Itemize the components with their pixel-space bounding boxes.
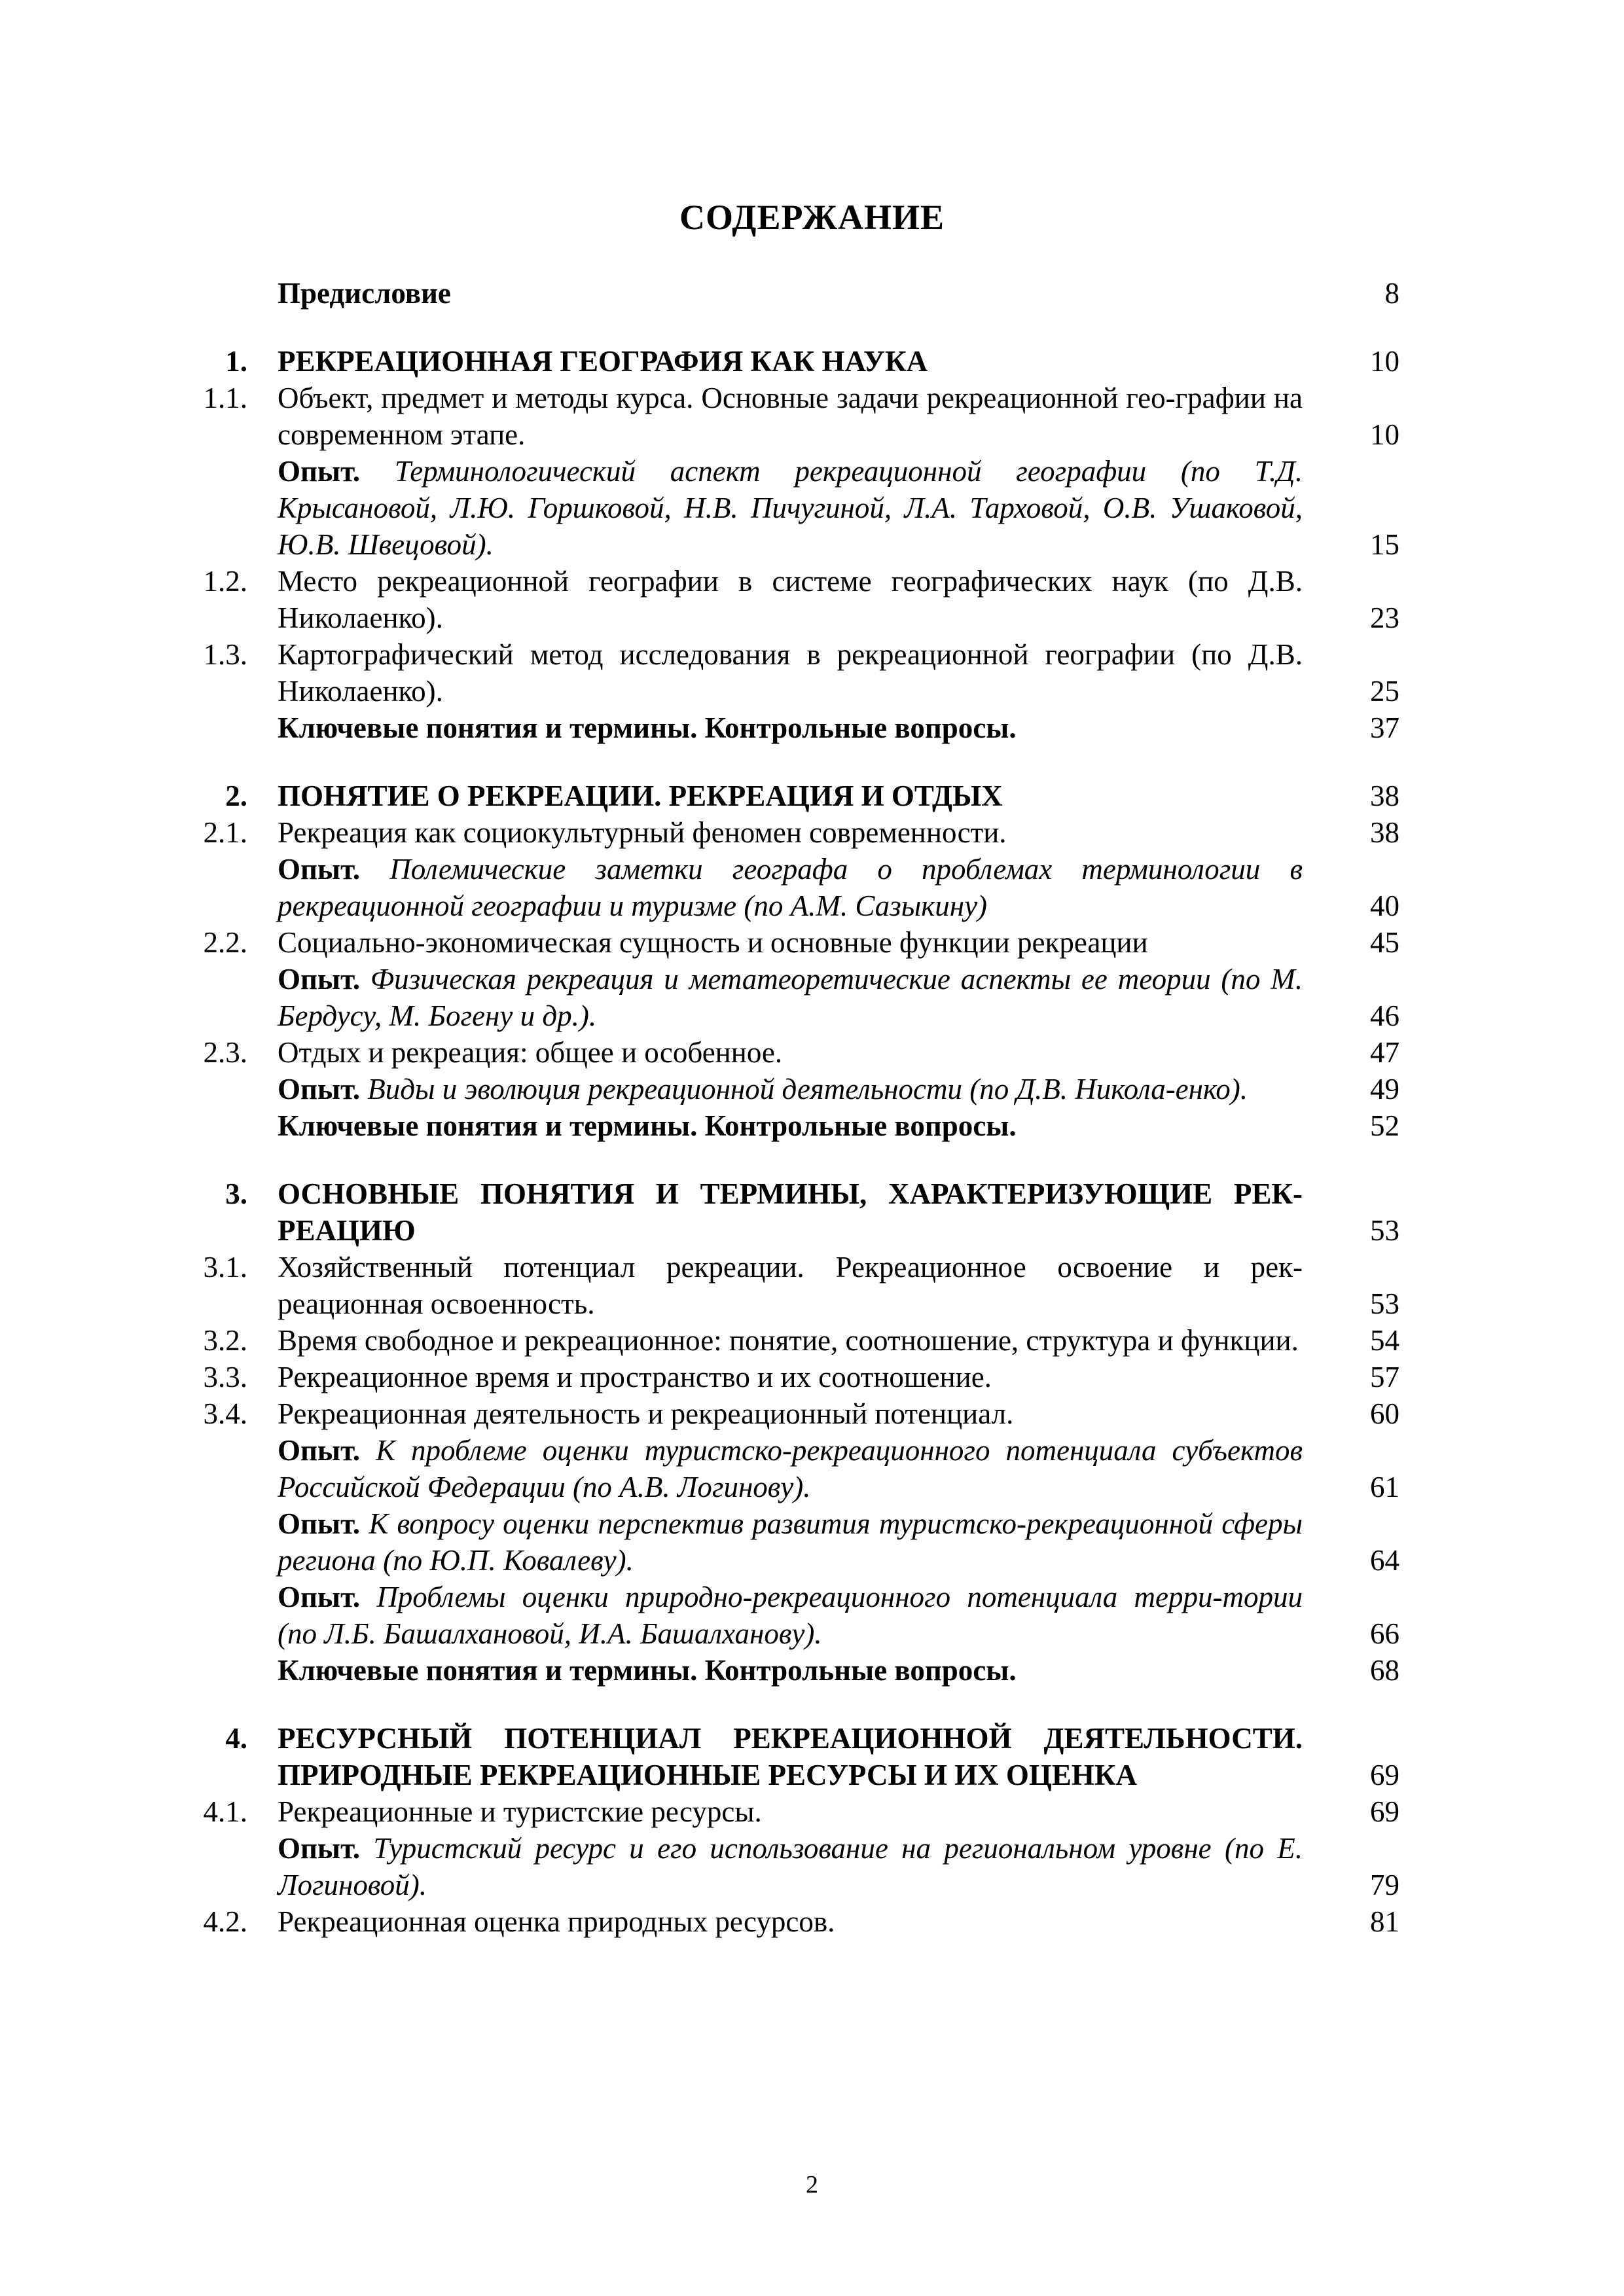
toc-entry-text xyxy=(278,961,1303,1034)
toc-entry-number: 1.1. xyxy=(203,382,247,414)
toc-entry-text: Ключевые понятия и термины. Контрольные вопросы. xyxy=(278,1654,1017,1687)
toc-opyt-entry[interactable] xyxy=(0,1505,1624,1579)
toc-section-2-3[interactable] xyxy=(0,1034,1624,1071)
toc-opyt-entry[interactable] xyxy=(0,961,1624,1034)
toc-entry-text xyxy=(278,453,1303,563)
toc-entry-text: Рекреационное время и пространство и их соотношение. xyxy=(278,1361,992,1393)
toc-section-3-4[interactable] xyxy=(0,1395,1624,1432)
toc-entry-page: 61 xyxy=(1370,1471,1399,1503)
toc-entry-page: 23 xyxy=(1370,601,1399,634)
toc-entry-text: Картографический метод исследования в рекреационной географии (по Д.В. Николаенко). xyxy=(278,638,1303,708)
toc-section-1-3[interactable] xyxy=(0,636,1624,709)
toc-section-4-2[interactable] xyxy=(0,1903,1624,1940)
opyt-text: Проблемы оценки природно-рекреационного потенциала терри-тории (по Л.Б. Башалхановой, И.А. Башалханову). xyxy=(278,1581,1303,1650)
toc-entry-number: 4.2. xyxy=(203,1905,247,1938)
toc-entry-preface[interactable] xyxy=(0,275,1624,312)
opyt-text: Полемические заметки географа о проблемах терминологии в рекреационной географии и туризме (по А.М. Сазыкину) xyxy=(278,853,1303,922)
toc-key-terms[interactable] xyxy=(0,1652,1624,1689)
toc-entry-text: Хозяйственный потенциал рекреации. Рекреационное освоение и рек-реационная освоенность. xyxy=(278,1251,1303,1320)
opyt-label: Опыт. xyxy=(278,455,361,488)
toc-entry-page: 40 xyxy=(1370,889,1399,922)
toc-entry-number: 3. xyxy=(225,1177,247,1210)
toc-entry-text: Ключевые понятия и термины. Контрольные вопросы. xyxy=(278,1109,1017,1142)
toc-opyt-entry[interactable] xyxy=(0,1432,1624,1505)
toc-section-2-2[interactable] xyxy=(0,924,1624,961)
toc-entry-text: Рекреация как социокультурный феномен современности. xyxy=(278,816,1007,849)
toc-entry-page: 54 xyxy=(1370,1324,1399,1357)
toc-section-2-1[interactable] xyxy=(0,814,1624,851)
toc-entry-page: 68 xyxy=(1370,1654,1399,1687)
page-title: СОДЕРЖАНИЕ xyxy=(679,198,945,237)
toc-entry-text: ПОНЯТИЕ О РЕКРЕАЦИИ. РЕКРЕАЦИЯ И ОТДЫХ xyxy=(278,780,1003,812)
toc-key-terms[interactable] xyxy=(0,1107,1624,1144)
toc-entry-page: 69 xyxy=(1370,1795,1399,1828)
toc-chapter-1[interactable] xyxy=(0,343,1624,380)
toc-entry-text: ОСНОВНЫЕ ПОНЯТИЯ И ТЕРМИНЫ, ХАРАКТЕРИЗУЮЩИЕ РЕК-РЕАЦИЮ xyxy=(278,1177,1303,1247)
opyt-text: Терминологический аспект рекреационной географии (по Т.Д. Крысановой, Л.Ю. Горшковой, Н.В. Пичугиной, Л.А. Тарховой, О.В. Ушаковой, Ю.В. Швецовой). xyxy=(278,455,1303,561)
table-of-contents xyxy=(0,275,1624,1940)
toc-entry-page: 57 xyxy=(1370,1361,1399,1393)
opyt-label: Опыт. xyxy=(278,963,361,996)
toc-chapter-2[interactable] xyxy=(0,778,1624,814)
opyt-label: Опыт. xyxy=(278,1073,361,1105)
toc-entry-number: 3.2. xyxy=(203,1324,247,1357)
toc-entry-page: 38 xyxy=(1370,816,1399,849)
toc-entry-text xyxy=(278,1505,1303,1579)
toc-entry-number: 3.3. xyxy=(203,1361,247,1393)
toc-entry-number: 2. xyxy=(225,780,247,812)
toc-chapter-4[interactable] xyxy=(0,1720,1624,1793)
toc-entry-page: 25 xyxy=(1370,675,1399,708)
opyt-text: К вопросу оценки перспектив развития туристско-рекреационной сферы региона (по Ю.П. Ковалеву). xyxy=(278,1507,1303,1577)
toc-entry-page: 64 xyxy=(1370,1544,1399,1577)
toc-entry-text: Место рекреационной географии в системе географических наук (по Д.В. Николаенко). xyxy=(278,565,1303,634)
toc-entry-text: Объект, предмет и методы курса. Основные задачи рекреационной гео-графии на современном этапе. xyxy=(278,382,1303,451)
toc-entry-number: 3.1. xyxy=(203,1251,247,1283)
toc-entry-number: 4. xyxy=(225,1722,247,1755)
toc-entry-number: 2.3. xyxy=(203,1036,247,1069)
toc-section-1-2[interactable] xyxy=(0,563,1624,636)
toc-entry-text: Ключевые понятия и термины. Контрольные вопросы. xyxy=(278,711,1017,744)
toc-opyt-entry[interactable] xyxy=(0,1830,1624,1903)
toc-entry-text: Социально-экономическая сущность и основные функции рекреации xyxy=(278,926,1148,959)
toc-entry-page: 10 xyxy=(1370,345,1399,378)
toc-entry-page: 49 xyxy=(1370,1073,1399,1105)
toc-entry-page: 60 xyxy=(1370,1397,1399,1430)
toc-entry-text: Предисловие xyxy=(278,277,451,310)
opyt-label: Опыт. xyxy=(278,853,361,886)
toc-entry-text xyxy=(278,1071,1303,1107)
toc-entry-page: 38 xyxy=(1370,780,1399,812)
opyt-label: Опыт. xyxy=(278,1832,361,1865)
toc-opyt-entry[interactable] xyxy=(0,1071,1624,1107)
toc-entry-page: 8 xyxy=(1384,277,1399,310)
toc-section-4-1[interactable] xyxy=(0,1793,1624,1830)
toc-entry-number: 2.1. xyxy=(203,816,247,849)
toc-entry-text xyxy=(278,1830,1303,1903)
toc-section-3-3[interactable] xyxy=(0,1359,1624,1395)
toc-entry-page: 53 xyxy=(1370,1287,1399,1320)
toc-entry-number: 3.4. xyxy=(203,1397,247,1430)
toc-section-3-1[interactable] xyxy=(0,1249,1624,1322)
toc-key-terms[interactable] xyxy=(0,709,1624,746)
toc-entry-page: 52 xyxy=(1370,1109,1399,1142)
opyt-label: Опыт. xyxy=(278,1507,361,1540)
toc-entry-page: 10 xyxy=(1370,418,1399,451)
opyt-label: Опыт. xyxy=(278,1581,361,1613)
toc-entry-page: 47 xyxy=(1370,1036,1399,1069)
toc-entry-page: 37 xyxy=(1370,711,1399,744)
toc-entry-page: 15 xyxy=(1370,528,1399,561)
toc-entry-page: 53 xyxy=(1370,1214,1399,1247)
toc-entry-text: Рекреационная деятельность и рекреационный потенциал. xyxy=(278,1397,1014,1430)
opyt-label: Опыт. xyxy=(278,1434,361,1467)
toc-entry-page: 66 xyxy=(1370,1617,1399,1650)
page-number: 2 xyxy=(806,2171,818,2198)
toc-section-1-1[interactable] xyxy=(0,380,1624,453)
opyt-text: К проблеме оценки туристско-рекреационного потенциала субъектов Российской Федерации (по А.В. Логинову). xyxy=(278,1434,1303,1503)
toc-entry-page: 45 xyxy=(1370,926,1399,959)
toc-entry-text xyxy=(278,1432,1303,1505)
toc-opyt-entry[interactable] xyxy=(0,1579,1624,1652)
opyt-text: Туристский ресурс и его использование на региональном уровне (по Е. Логиновой). xyxy=(278,1832,1303,1901)
toc-entry-text: РЕКРЕАЦИОННАЯ ГЕОГРАФИЯ КАК НАУКА xyxy=(278,345,928,378)
toc-section-3-2[interactable] xyxy=(0,1322,1624,1359)
toc-entry-text: РЕСУРСНЫЙ ПОТЕНЦИАЛ РЕКРЕАЦИОННОЙ ДЕЯТЕЛЬНОСТИ. ПРИРОДНЫЕ РЕКРЕАЦИОННЫЕ РЕСУРСЫ И ИХ ОЦЕНКА xyxy=(278,1722,1303,1791)
toc-entry-number: 1.2. xyxy=(203,565,247,598)
toc-chapter-3[interactable] xyxy=(0,1175,1624,1249)
opyt-text: Виды и эволюция рекреационной деятельности (по Д.В. Никола-енко). xyxy=(367,1073,1248,1105)
toc-opyt-entry[interactable] xyxy=(0,453,1624,563)
toc-entry-text xyxy=(278,851,1303,924)
toc-entry-text: Время свободное и рекреационное: понятие, соотношение, структура и функции. xyxy=(278,1324,1299,1357)
toc-entry-text: Рекреационные и туристские ресурсы. xyxy=(278,1795,762,1828)
toc-entry-page: 81 xyxy=(1370,1905,1399,1938)
toc-opyt-entry[interactable] xyxy=(0,851,1624,924)
toc-entry-text: Рекреационная оценка природных ресурсов. xyxy=(278,1905,835,1938)
toc-entry-page: 79 xyxy=(1370,1869,1399,1901)
toc-entry-number: 2.2. xyxy=(203,926,247,959)
toc-entry-page: 69 xyxy=(1370,1759,1399,1791)
toc-entry-page: 46 xyxy=(1370,999,1399,1032)
toc-entry-number: 1. xyxy=(225,345,247,378)
toc-entry-number: 1.3. xyxy=(203,638,247,671)
toc-entry-text xyxy=(278,1579,1303,1652)
opyt-text: Физическая рекреация и метатеоретические аспекты ее теории (по М. Бердусу, М. Богену и др.). xyxy=(278,963,1303,1032)
toc-entry-text: Отдых и рекреация: общее и особенное. xyxy=(278,1036,783,1069)
toc-entry-number: 4.1. xyxy=(203,1795,247,1828)
